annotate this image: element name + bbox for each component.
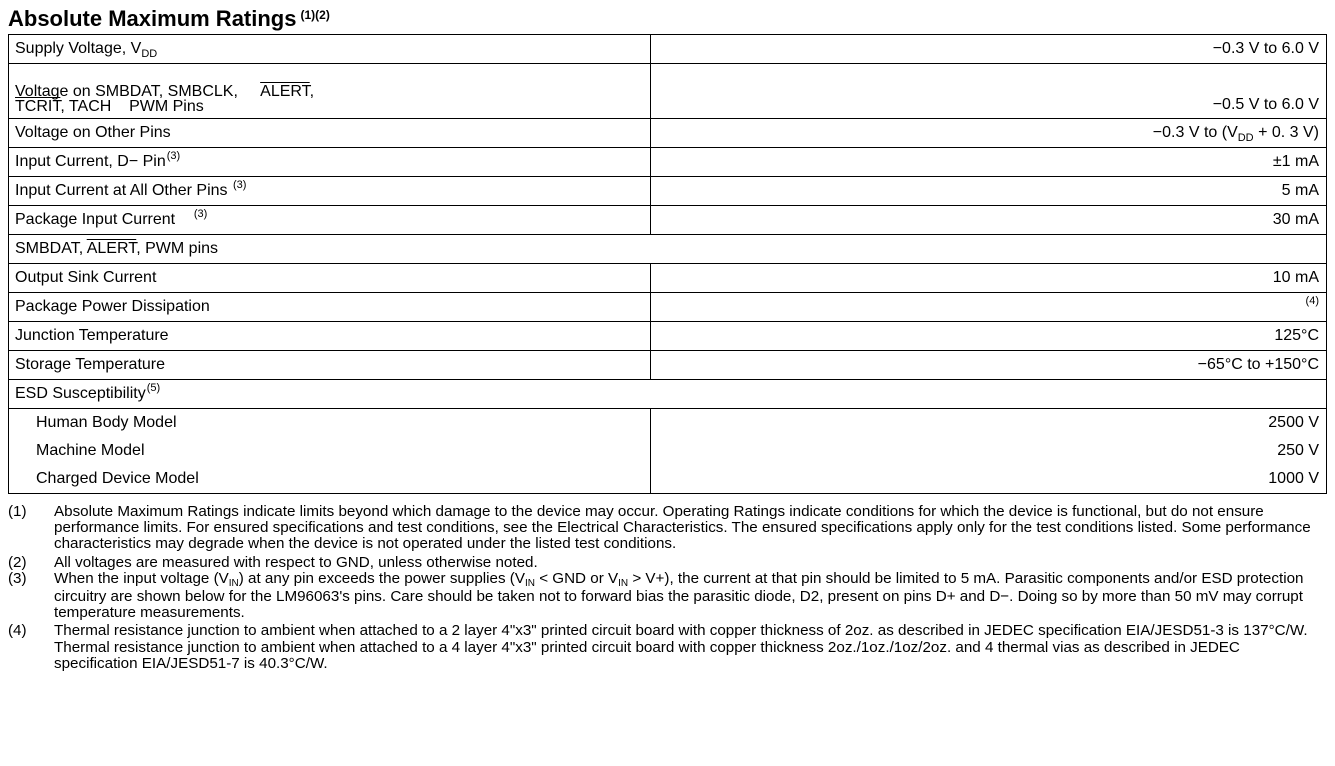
param-subscript: DD — [141, 47, 158, 60]
footnote-number: (1) — [8, 503, 27, 520]
footnote-subscript: IN — [618, 577, 629, 589]
value-cell: 1000 V — [651, 465, 1327, 494]
value-cell: 10 mA — [651, 264, 1327, 293]
table-row — [9, 177, 1327, 206]
param-label: Input Current, D− Pin — [15, 152, 166, 170]
table-row — [9, 119, 1327, 148]
footnotes — [8, 504, 1326, 672]
value-cell: 250 V — [651, 437, 1327, 465]
param-label: SMBDAT, — [15, 240, 87, 257]
footnote-number: (2) — [8, 553, 27, 571]
footnote-text: > V+), the current at that pin should be limited to 5 mA. Parasitic components and/or ESD protection circuitry are shown below for the LM96063's pins. Care should be taken not to forward bias the parasitic diode, D2, present on pins D+ and D−. Doing so by more than 50 mV may corrupt temperature measurements. — [54, 569, 1304, 622]
value-cell — [651, 119, 1327, 148]
alert-signal: ALERT — [260, 83, 310, 100]
table-row — [9, 409, 1327, 438]
value-cell: ±1 mA — [651, 148, 1327, 177]
value-cell: 125°C — [651, 322, 1327, 351]
param-label: , — [309, 83, 315, 100]
param-cell — [9, 35, 651, 64]
footnote — [8, 555, 1326, 571]
footnote-ref: (4) — [1305, 294, 1319, 307]
param-cell — [9, 177, 651, 206]
value-cell: 2500 V — [651, 409, 1327, 438]
value-cell: 5 mA — [651, 177, 1327, 206]
param-cell: Human Body Model — [9, 409, 651, 438]
param-cell: Voltage on Other Pins — [9, 119, 651, 148]
param-label: ESD Susceptibility — [15, 384, 146, 402]
param-label: Supply Voltage, V — [15, 39, 142, 57]
alert-signal: ALERT — [86, 240, 137, 257]
param-cell: Package Power Dissipation — [9, 293, 651, 322]
section-title — [8, 4, 1326, 34]
footnote-text: When the input voltage (V — [54, 569, 229, 587]
param-cell — [9, 206, 651, 235]
param-label: Input Current at All Other Pins — [15, 181, 232, 199]
param-cell: Junction Temperature — [9, 322, 651, 351]
table-row — [9, 148, 1327, 177]
value-cell — [651, 293, 1327, 322]
table-row — [9, 380, 1327, 409]
value-text: −0.3 V to (V — [1152, 123, 1238, 141]
footnote-text: Thermal resistance junction to ambient when attached to a 2 layer 4"x3" printed circuit board with copper thickness of 2oz. as described in JEDEC specification EIA/JESD51-3 is 137°C/W. Thermal resistance junction to ambient when attached to a 4 layer 4"x3" printed circuit board with copper thickness 2oz./1oz./1oz/2oz. and 4 thermal vias as described in JEDEC specification EIA/JESD51-7 is 40.3°C/W. — [54, 622, 1308, 672]
footnote-text: All voltages are measured with respect to GND, unless otherwise noted. — [54, 553, 538, 571]
table-row — [9, 264, 1327, 293]
param-label: , PWM pins — [136, 240, 219, 257]
footnote-text: ) at any pin exceeds the power supplies (V — [238, 569, 525, 587]
section-title-text: Absolute Maximum Ratings — [8, 6, 297, 31]
footnote — [8, 571, 1326, 622]
section-title-refs: (1)(2) — [300, 8, 330, 22]
param-cell: Output Sink Current — [9, 264, 651, 293]
footnote-ref: (3) — [233, 178, 247, 191]
table-row — [9, 322, 1327, 351]
table-row — [9, 35, 1327, 64]
footnote-number: (4) — [8, 622, 27, 640]
value-cell: −0.3 V to 6.0 V — [651, 35, 1327, 64]
value-cell: −0.5 V to 6.0 V — [651, 64, 1327, 119]
param-cell — [9, 235, 651, 264]
value-cell — [651, 235, 1327, 264]
param-cell — [9, 380, 651, 409]
param-cell: Charged Device Model — [9, 465, 651, 494]
footnote-text: Absolute Maximum Ratings indicate limits beyond which damage to the device may occur. Operating Ratings indicate conditions for which the device is functional, but do not ensure performance limits. For ensured specifications and test conditions, see the Electrical Characteristics. The ensured specifications apply only for the test conditions listed. Some performance characteristics may degrade when the device is not operated under the listed test conditions. — [54, 503, 1311, 553]
footnote-number: (3) — [8, 569, 27, 587]
param-label: Voltage on SMBDAT, SMBCLK, — [15, 83, 238, 100]
table-row — [9, 465, 1327, 494]
footnote — [8, 504, 1326, 553]
tcrit-signal: TCRIT — [15, 98, 61, 115]
param-cell: Machine Model — [9, 437, 651, 465]
datasheet-page — [8, 4, 1326, 672]
param-cell — [9, 148, 651, 177]
absolute-maximum-ratings-table — [8, 34, 1327, 494]
table-row — [9, 64, 1327, 119]
footnote-subscript: IN — [524, 577, 535, 589]
footnote-ref: (3) — [166, 149, 181, 162]
table-row — [9, 351, 1327, 380]
footnote-subscript: IN — [228, 577, 239, 589]
param-label: , TACH PWM Pins — [60, 98, 204, 115]
table-row — [9, 235, 1327, 264]
param-cell: Storage Temperature — [9, 351, 651, 380]
table-row — [9, 437, 1327, 465]
value-text: + 0. 3 V) — [1253, 123, 1319, 141]
table-row — [9, 293, 1327, 322]
param-label: Package Input Current — [15, 210, 193, 228]
footnote-ref: (3) — [193, 207, 208, 220]
table-row — [9, 206, 1327, 235]
footnote-ref: (5) — [146, 381, 161, 394]
footnote — [8, 623, 1326, 672]
value-cell: 30 mA — [651, 206, 1327, 235]
footnote-text: < GND or V — [534, 569, 619, 587]
value-subscript: DD — [1237, 131, 1254, 144]
value-cell: −65°C to +150°C — [651, 351, 1327, 380]
param-cell — [9, 64, 651, 119]
value-cell — [651, 380, 1327, 409]
